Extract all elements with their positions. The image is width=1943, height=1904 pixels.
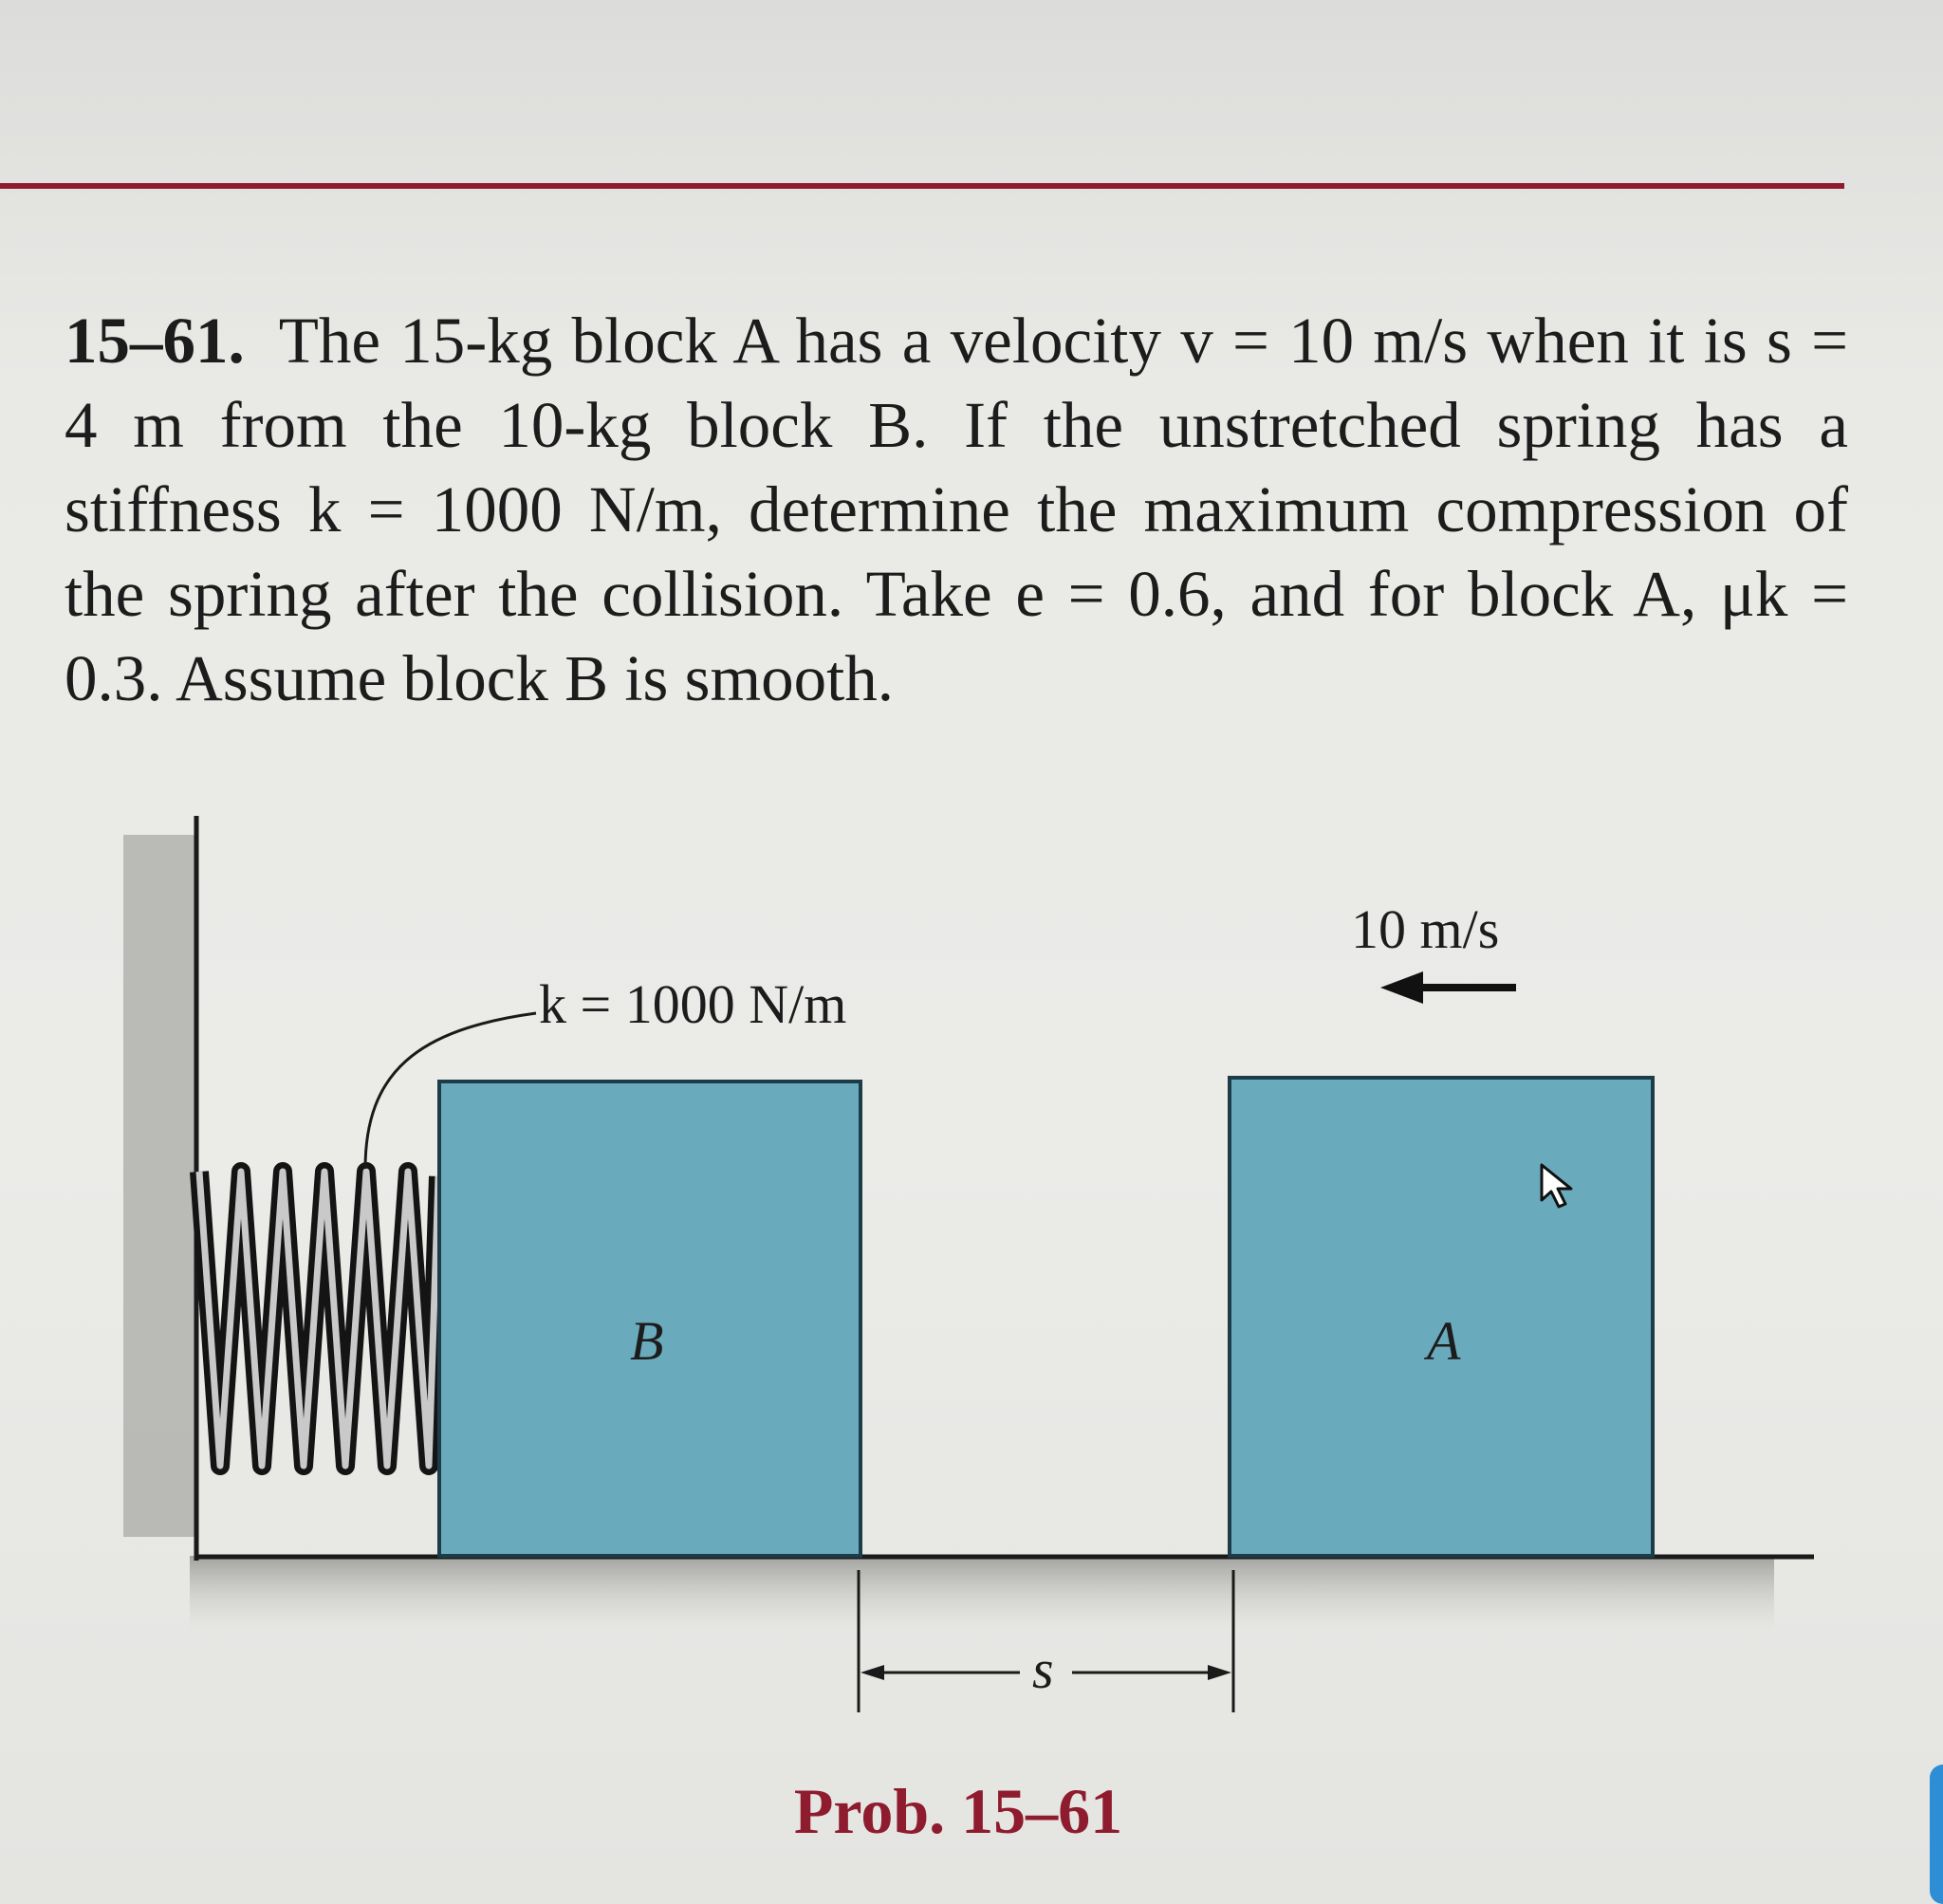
figure-caption: Prob. 15–61 [793, 1775, 1123, 1847]
velocity-arrow [1380, 971, 1516, 1004]
problem-text: The 15-kg block A has a velocity v = 10 m/s when it is s = 4 m from the 10-kg block B. If the unstretched spring has a stiffness k = 1000 N/m, determine the maximum compression of the spring after the collision. Take e = 0.6, and for block A, μk = 0.3. Assume block B is smooth. [65, 305, 1848, 714]
problem-number: 15–61. [65, 305, 245, 377]
side-tab-handle[interactable] [1930, 1765, 1943, 1904]
spring [199, 1172, 438, 1466]
block-b-label: B [630, 1310, 664, 1372]
wall-shadow [123, 835, 197, 1537]
spring-label: k = 1000 N/m [539, 973, 847, 1035]
block-a-label: A [1427, 1310, 1461, 1372]
distance-label: s [1032, 1638, 1054, 1700]
mouse-cursor-icon [1539, 1162, 1577, 1210]
floor-shadow [190, 1556, 1774, 1632]
velocity-label: 10 m/s [1351, 898, 1500, 960]
